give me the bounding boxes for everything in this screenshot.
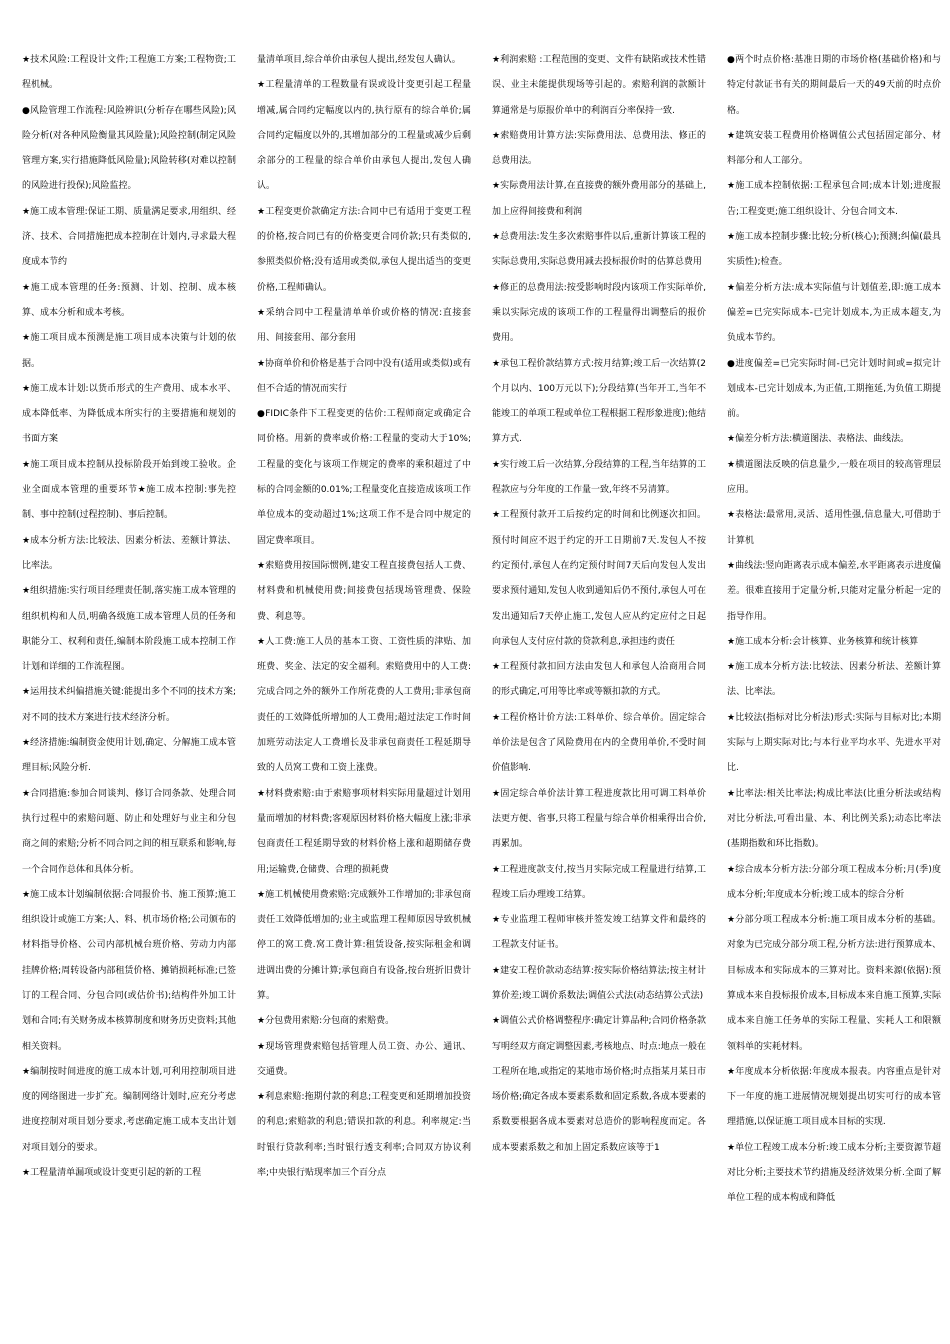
paragraph: 量清单项目,综合单价由承包人提出,经发包人确认。 bbox=[257, 55, 461, 65]
paragraph: ★施工项目成本控制从投标阶段开始到竣工验收。企业全面成本管理的重要环节★施工成本控制:事先控制、事中控制(过程控制)、事后控制。 bbox=[22, 459, 236, 521]
paragraph: ★工程预付款开工后按约定的时间和比例逐次扣回。预付时间应不迟于约定的开工日期前7天.发包人不按约定预付,承包人在约定预付时间7天后向发包人发出要求预付通知,发包人收到通知后仍不预付,承包人可在发出通知后7天停止施工,发包人应从约定应付之日起向承包人支付应付款的贷款利息,承担违约责任 bbox=[492, 510, 706, 647]
paragraph: ★协商单价和价格是基于合同中没有(适用或类似)或有但不合适的情况而实行 bbox=[257, 358, 471, 394]
paragraph: ★工程量清单的工程数量有误或设计变更引起工程量增减,属合同约定幅度以内的,执行原有的综合单价;属合同约定幅度以外的,其增加部分的工程量或减少后剩余部分的工程量的综合单价由承包人提出,发包人确认。 bbox=[257, 80, 471, 192]
paragraph: ★索赔费用计算方法:实际费用法、总费用法、修正的总费用法。 bbox=[492, 130, 706, 167]
paragraph: ★施工成本分析:会计核算、业务核算和统计核算 bbox=[727, 636, 919, 647]
paragraph: ★施工成本管理的任务:预测、计划、控制、成本核算、成本分析和成本考核。 bbox=[22, 282, 236, 318]
paragraph: ★施工成本管理:保证工期、质量满足要求,用组织、经济、技术、合同措施把成本控制在计划内,寻求最大程度成本节约 bbox=[22, 206, 236, 268]
paragraph: ★综合成本分析方法:分部分项工程成本分析;月(季)度成本分析;年度成本分析;竣工成本的综合分析 bbox=[727, 864, 941, 900]
paragraph: ★修正的总费用法:按受影响时段内该项工作实际单价,乘以实际完成的该项工作的工程量得出调整后的报价费用。 bbox=[492, 282, 706, 344]
text-column-3 bbox=[492, 48, 706, 1328]
paragraph: ★年度成本分析依据:年度成本报表。内容重点是针对下一年度的施工进展情况规划提出切实可行的成本管理措施,以保证施工项目成本目标的实现. bbox=[727, 1066, 941, 1128]
paragraph: ★现场管理费索赔包括管理人员工资、办公、通讯、交通费。 bbox=[257, 1041, 471, 1077]
paragraph: ★施工机械使用费索赔:完成额外工作增加的;非承包商责任工效降低增加的;业主或监理工程师原因导致机械停工的窝工费.窝工费计算:租赁设备,按实际租金和调进调出费的分摊计算;承包商自有设备,按台班折旧费计算。 bbox=[257, 889, 471, 1001]
paragraph: ★施工成本分析方法:比较法、因素分析法、差额计算法、比率法。 bbox=[727, 662, 941, 698]
paragraph: ★索赔费用按国际惯例,建安工程直接费包括人工费、材料费和机械使用费;间接费包括现场管理费、保险费、利息等。 bbox=[257, 560, 471, 622]
paragraph: ★偏差分析方法:成本实际值与计划值差,即:施工成本偏差=已完实际成本-已完计划成本,为正成本超支,为负成本节约。 bbox=[727, 282, 941, 344]
paragraph: ★表格法:最常用,灵活、适用性强,信息量大,可借助于计算机 bbox=[727, 510, 941, 546]
paragraph: ★工程进度款支付,按当月实际完成工程量进行结算,工程竣工后办理竣工结算。 bbox=[492, 864, 706, 900]
paragraph: ★专业监理工程师审核并签发竣工结算文件和最终的工程款支付证书。 bbox=[492, 915, 706, 951]
paragraph: ★实际费用法计算,在直接费的额外费用部分的基础上,加上应得间接费和利润 bbox=[492, 181, 706, 217]
paragraph: ★实行竣工后一次结算,分段结算的工程,当年结算的工程款应与分年度的工作量一致,年终不另清算。 bbox=[492, 459, 706, 496]
paragraph: ★固定综合单价法计算工程进度款比用可调工料单价法更方便、省事,只将工程量与综合单价相乘得出合价,再累加。 bbox=[492, 788, 706, 850]
paragraph: ★组织措施:实行项目经理责任制,落实施工成本管理的组织机构和人员,明确各级施工成本管理人员的任务和职能分工、权利和责任,编制本阶段施工成本控制工作计划和详细的工作流程图。 bbox=[22, 586, 236, 673]
paragraph: ★施工成本计划:以货币形式的生产费用、成本水平、成本降低率、为降低成本所实行的主要措施和规划的书面方案 bbox=[22, 383, 236, 445]
paragraph: ★曲线法:竖向距离表示成本偏差,水平距离表示进度偏差。很难直接用于定量分析,只能对定量分析起一定的指导作用。 bbox=[727, 560, 941, 622]
paragraph: ★技术风险:工程设计文件;工程施工方案;工程物资;工程机械。 bbox=[22, 55, 236, 91]
paragraph: ★单位工程竣工成本分析:竣工成本分析;主要资源节超对比分析;主要技术节约措施及经济效果分析.全面了解单位工程的成本构成和降低 bbox=[727, 1142, 941, 1204]
paragraph: ★分部分项工程成本分析:施工项目成本分析的基础。对象为已完成分部分项工程,分析方法:进行预算成本、目标成本和实际成本的三算对比。资料来源(依据):预算成本来自投标报价成本,目标成本来自施工预算,实际成本来自施工任务单的实际工程量、实耗人工和限额领料单的实耗材料。 bbox=[727, 915, 941, 1052]
paragraph: ★工程量清单漏项或设计变更引起的新的工程 bbox=[22, 1168, 202, 1179]
paragraph: ★总费用法:发生多次索赔事件以后,重新计算该工程的实际总费用,实际总费用减去投标报价时的估算总费用 bbox=[492, 232, 706, 268]
paragraph: ★施工项目成本预测是施工项目成本决策与计划的依据。 bbox=[22, 333, 236, 369]
paragraph: ★偏差分析方法:横道图法、表格法、曲线法。 bbox=[727, 434, 910, 445]
paragraph: ★横道图法反映的信息量少,一般在项目的较高管理层应用。 bbox=[727, 459, 941, 496]
paragraph: ●FIDIC条件下工程变更的估价:工程师商定或确定合同价格。用新的费率或价格:工程量的变动大于10%;工程量的变化与该项工作规定的费率的乘积超过了中标的合同金额的0.01%;工程量变化直接造成该项工作单位成本的变动超过1%;这项工作不是合同中规定的固定费率项目。 bbox=[257, 409, 471, 546]
text-column-1 bbox=[22, 48, 236, 1328]
paragraph: ★承包工程价款结算方式:按月结算;竣工后一次结算(2个月以内、100万元以下);分段结算(当年开工,当年不能竣工的单项工程或单位工程根据工程形象进度);他结算方式. bbox=[492, 358, 706, 445]
paragraph: ★施工成本控制依据:工程承包合同;成本计划;进度报告;工程变更;施工组织设计、分包合同文本. bbox=[727, 181, 941, 217]
paragraph: ★工程预付款扣回方法由发包人和承包人洽商用合同的形式确定,可用等比率或等额扣款的方式。 bbox=[492, 662, 706, 698]
paragraph: ★编制按时间进度的施工成本计划,可利用控制项目进度的网络图进一步扩充。编制网络计划时,应充分考虑进度控制对项目划分要求,考虑确定施工成本支出计划对项目划分的要求。 bbox=[22, 1066, 236, 1153]
paragraph: ★成本分析方法:比较法、因素分析法、差额计算法、比率法。 bbox=[22, 535, 236, 571]
paragraph: ★施工成本计划编制依据:合同报价书、施工预算;施工组织设计或施工方案;人、料、机市场价格;公司颁布的材料指导价格、公司内部机械台班价格、劳动力内部挂牌价格;周转设备内部租赁价格、摊销损耗标准;已签订的工程合同、分包合同(或估价书);结构件外加工计划和合同;有关财务成本核算制度和财务历史资料;其他相关资料。 bbox=[22, 889, 236, 1052]
paragraph: ●两个时点价格:基准日期的市场价格(基础价格)和与特定付款证书有关的期间最后一天的49天前的时点价格。 bbox=[727, 55, 941, 116]
paragraph: ★分包费用索赔:分包商的索赔费。 bbox=[257, 1016, 395, 1027]
paragraph: ●风险管理工作流程:风险辨识(分析存在哪些风险);风险分析(对各种风险衡量其风险量);风险控制(制定风险管理方案,实行措施降低风险量);风险转移(对难以控制的风险进行投保);风险监控。 bbox=[22, 105, 236, 192]
text-column-4 bbox=[727, 48, 941, 1328]
paragraph: ★建安工程价款动态结算:按实际价格结算法;按主材计算价差;竣工调价系数法;调值公式法(动态结算公式法) bbox=[492, 965, 706, 1001]
paragraph: ★比较法(指标对比分析法)形式:实际与目标对比;本期实际与上期实际对比;与本行业平均水平、先进水平对比. bbox=[727, 712, 941, 774]
paragraph: ★工程变更价款确定方法:合同中已有适用于变更工程的价格,按合同已有的价格变更合同价款;只有类似的,参照类似价格;没有适用或类似,承包人提出适当的变更价格,工程师确认。 bbox=[257, 206, 471, 293]
paragraph: ★采纳合同中工程量清单单价或价格的情况:直接套用、间接套用、部分套用 bbox=[257, 307, 471, 344]
paragraph: ★调值公式价格调整程序:确定计算品种;合同价格条款写明经双方商定调整因素,考核地点、时点:地点一般在工程所在地,或指定的某地市场价格;时点指某月某日市场价格;确定各成本要素系数和固定系数,各成本要素的系数要根据各成本要素对总造价的影响程度而定。各成本要素系数之和加上固定系数应该等于1 bbox=[492, 1016, 706, 1153]
paragraph: ★利润索赔 :工程范围的变更、文件有缺陷或技术性错误、业主未能提供现场等引起的。索赔利润的款额计算通常是与原报价单中的利润百分率保持一致. bbox=[492, 55, 706, 116]
paragraph: ★运用技术纠偏措施关键:能提出多个不同的技术方案;对不同的技术方案进行技术经济分析。 bbox=[22, 687, 236, 723]
paragraph: ★施工成本控制步骤:比较;分析(核心);预测;纠偏(最具实质性);检查。 bbox=[727, 232, 941, 268]
paragraph: ★工程价格计价方法:工料单价、综合单价。固定综合单价法是包含了风险费用在内的全费用单价,不受时间价值影响. bbox=[492, 712, 706, 774]
paragraph: ★比率法:相关比率法;构成比率法(比重分析法或结构对比分析法,可看出量、本、利比例关系);动态比率法(基期指数和环比指数)。 bbox=[727, 788, 941, 850]
paragraph: ★建筑安装工程费用价格调值公式包括固定部分、材料部分和人工部分。 bbox=[727, 130, 941, 167]
paragraph: ★材料费索赔:由于索赔事项材料实际用量超过计划用量而增加的材料费;客观原因材料价格大幅度上涨;非承包商责任工程延期导致的材料价格上涨和超期储存费用;运输费,仓储费、合理的损耗费 bbox=[257, 788, 471, 875]
text-column-2 bbox=[257, 48, 471, 1328]
paragraph: ★人工费:施工人员的基本工资、工资性质的津贴、加班费、奖金、法定的安全福利。索赔费用中的人工费:完成合同之外的额外工作所花费的人工费用;非承包商责任的工效降低所增加的人工费用;超过法定工作时间加班劳动法定人工费增长及非承包商责任工程延期导致的人员窝工费和工资上涨费。 bbox=[257, 636, 471, 774]
paragraph: ★经济措施:编制资金使用计划,确定、分解施工成本管理目标;风险分析. bbox=[22, 738, 236, 774]
paragraph: ●进度偏差=已完实际时间-已完计划时间或=拟完计划成本-已完计划成本,为正值,工期拖延,为负值工期提前。 bbox=[727, 358, 941, 420]
paragraph: ★利息索赔:拖期付款的利息;工程变更和延期增加投资的利息;索赔款的利息;错误扣款的利息。利率规定:当时银行贷款利率;当时银行透支利率;合同双方协议利率;中央银行贴现率加三个百分点 bbox=[257, 1092, 471, 1179]
paragraph: ★合同措施:参加合同谈判、修订合同条款、处理合同执行过程中的索赔问题、防止和处理好与业主和分包商之间的索赔;分析不同合同之间的相互联系和影响,每一个合同作总体和具体分析。 bbox=[22, 788, 236, 875]
